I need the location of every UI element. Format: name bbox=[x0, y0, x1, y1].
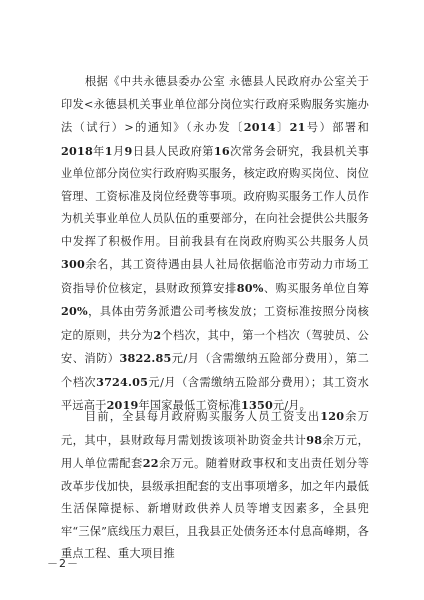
body-paragraph-2: 目前，全县每月政府购买服务人员工资支出120余万元，其中，县财政每月需划拨该项补助资金共计98余万元，用人单位需配套22余万元。随着财政事权和支出责任划分等改革步伐加快，县级承担配套的支出事项增多，加之年内最低生活保障提标、新增财政供养人员等增支因素多，全县兜牢“三保”底线压力艰巨，且我县正处债务还本付息高峰期，各重点工程、重大项目推 bbox=[61, 409, 369, 560]
page-number: －2－ bbox=[47, 557, 79, 570]
body-paragraph-1: 根据《中共永德县委办公室 永德县人民政府办公室关于印发<永德县机关事业单位部分岗位实行政府采购服务实施办法（试行）>的通知》（永办发〔2014〕21号）部署和2018年1月9日县人民政府第16次常务会研究，我县机关事业单位部分岗位实行政府购买服务，核定政府购买岗位、岗位管理、工资标准及岗位经费等事项。政府购买服务工作人员作为机关事业单位人员队伍的重要部分，在向社会提供公共服务中发挥了积极作用。目前我县有在岗政府购买公共服务人员300余名，其工资待遇由县人社局依据临沧市劳动力市场工资指导价位核定，县财政预算安排80%、购买服务单位自筹20%，具体由劳务派遣公司考核发放；工资标准按照分岗核定的原则，共分为2个档次，其中，第一个档次（驾驶员、公安、消防）3822.85元/月（含需缴纳五险部分费用），第二个档次3724.05元/月（含需缴纳五险部分费用）；其工资水平远高于2019年国家最低工资标准1350元/月。 bbox=[61, 75, 370, 412]
